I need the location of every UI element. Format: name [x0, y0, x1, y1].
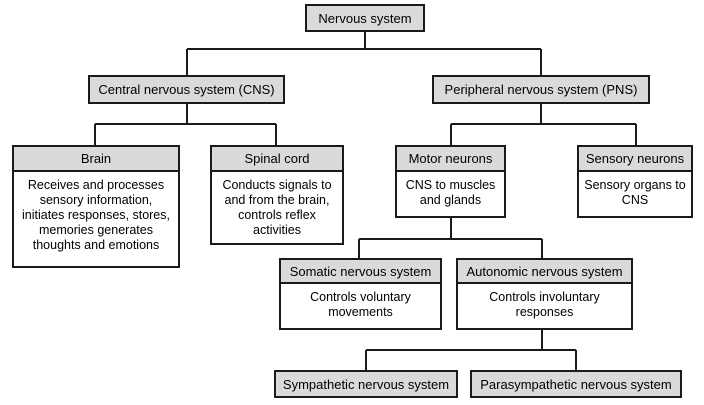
cns-box [88, 75, 285, 104]
nervous-system-box [305, 4, 425, 32]
spinal-cord-title: Spinal cord [212, 147, 342, 172]
autonomic-title: Autonomic nervous system [458, 260, 631, 284]
autonomic-nervous-system-box [456, 258, 633, 330]
brain-title: Brain [14, 147, 178, 172]
somatic-nervous-system-box [279, 258, 442, 330]
brain-description: Receives and processes sensory information, initiates responses, stores, memories generates thoughts and emotions [22, 178, 170, 252]
pns-box [432, 75, 650, 104]
motor-neurons-description: CNS to muscles and glands [405, 178, 496, 207]
somatic-description: Controls voluntary movements [310, 290, 411, 319]
sensory-neurons-box [577, 145, 693, 218]
parasympathetic-nervous-system-box [470, 370, 682, 398]
sensory-neurons-description: Sensory organs to CNS [584, 178, 686, 207]
spinal-cord-description: Conducts signals to and from the brain, controls reflex activities [222, 178, 332, 237]
sympathetic-title: Sympathetic nervous system [276, 372, 456, 396]
cns-title: Central nervous system (CNS) [90, 77, 283, 102]
motor-neurons-title: Motor neurons [397, 147, 504, 172]
autonomic-description: Controls involuntary responses [489, 290, 600, 319]
somatic-title: Somatic nervous system [281, 260, 440, 284]
sympathetic-nervous-system-box [274, 370, 458, 398]
pns-title: Peripheral nervous system (PNS) [434, 77, 648, 102]
motor-neurons-box [395, 145, 506, 218]
brain-box [12, 145, 180, 268]
parasympathetic-title: Parasympathetic nervous system [472, 372, 680, 396]
spinal-cord-box [210, 145, 344, 245]
nervous-system-title: Nervous system [307, 6, 423, 30]
sensory-neurons-title: Sensory neurons [579, 147, 691, 172]
